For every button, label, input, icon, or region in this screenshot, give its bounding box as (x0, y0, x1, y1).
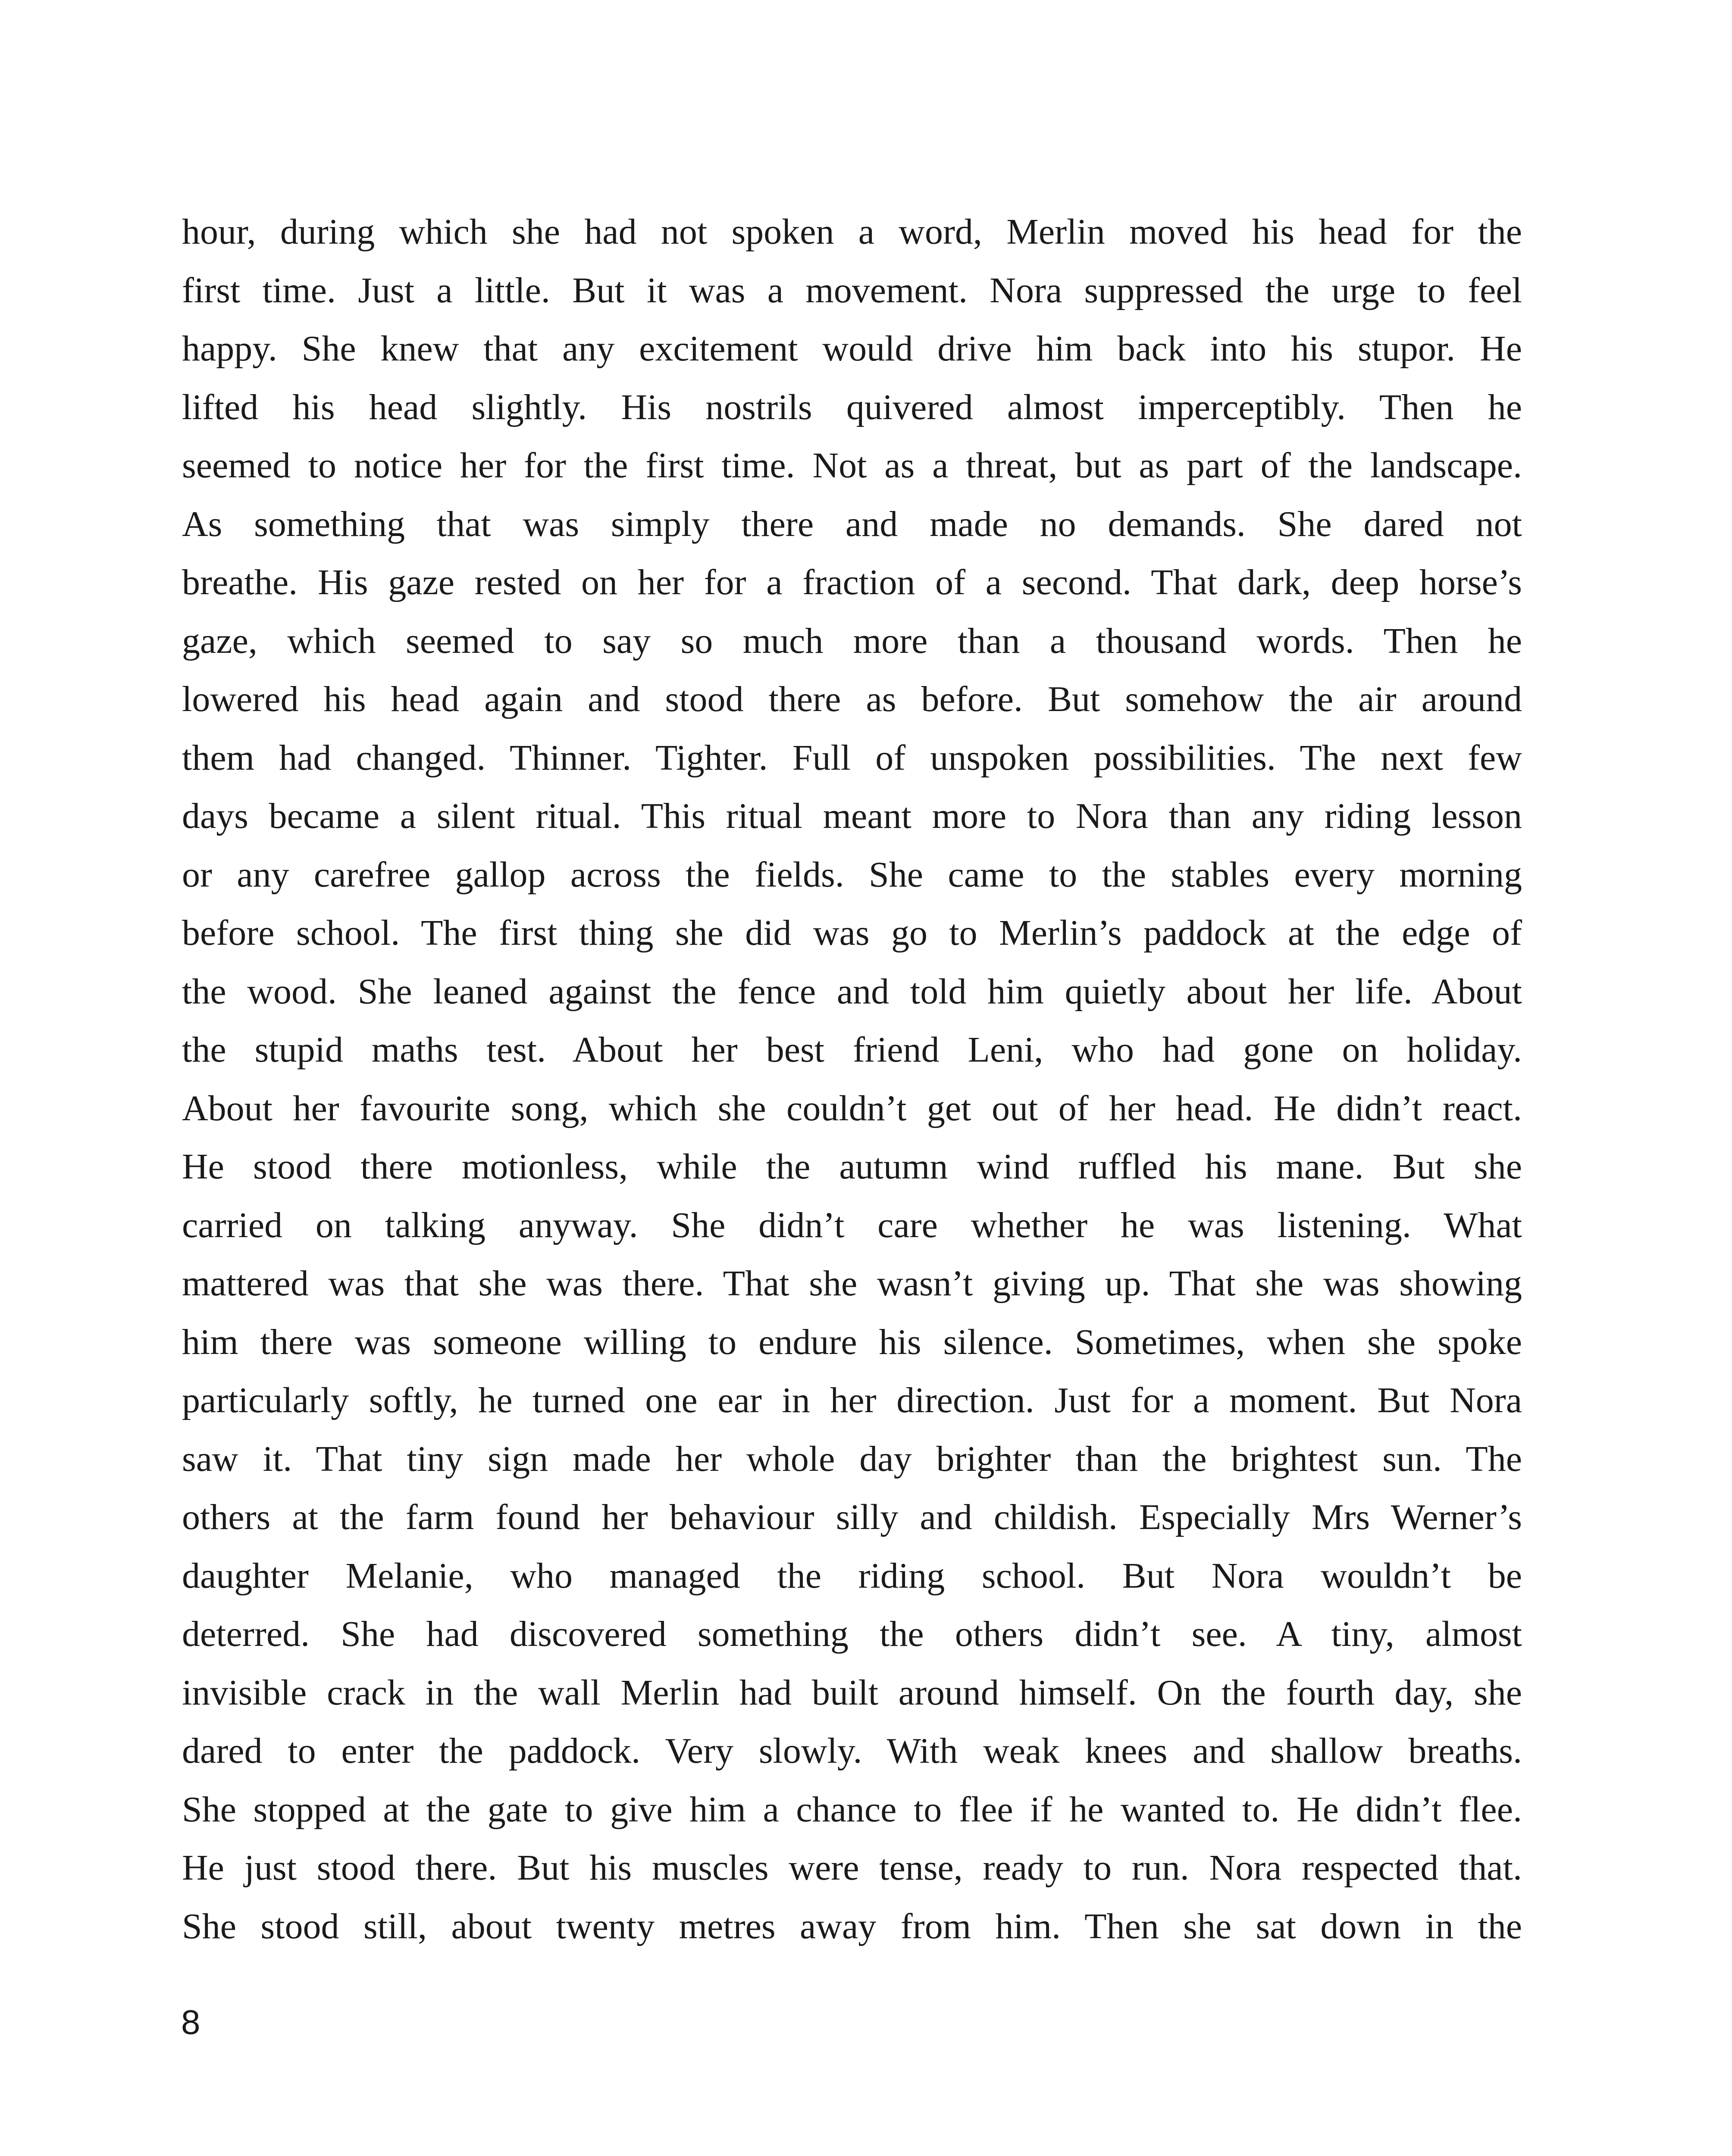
text-line: saw it. That tiny sign made her whole day brighter than the brightest sun. The (182, 1438, 1522, 1479)
text-line: About her favourite song, which she couldn’t get out of her head. He didn’t react. (182, 1088, 1522, 1128)
text-line: deterred. She had discovered something the others didn’t see. A tiny, almost (182, 1614, 1522, 1654)
text-line: others at the farm found her behaviour silly and childish. Especially Mrs Werner’s (182, 1497, 1522, 1537)
text-line: She stood still, about twenty metres away from him. Then she sat down in the (182, 1906, 1522, 1946)
text-line: or any carefree gallop across the fields. She came to the stables every morning (182, 854, 1522, 895)
text-line: breathe. His gaze rested on her for a fraction of a second. That dark, deep horse’s (182, 562, 1522, 602)
text-line: invisible crack in the wall Merlin had built around himself. On the fourth day, she (182, 1672, 1522, 1713)
text-line: carried on talking anyway. She didn’t care whether he was listening. What (182, 1205, 1522, 1245)
text-line: She stopped at the gate to give him a chance to flee if he wanted to. He didn’t flee. (182, 1789, 1522, 1830)
text-line: happy. She knew that any excitement would drive him back into his stupor. He (182, 329, 1522, 369)
text-line: seemed to notice her for the first time. Not as a threat, but as part of the landscape. (182, 445, 1522, 486)
text-line: first time. Just a little. But it was a movement. Nora suppressed the urge to feel (182, 270, 1522, 310)
text-line: As something that was simply there and made no demands. She dared not (182, 504, 1522, 544)
text-line: He just stood there. But his muscles were tense, ready to run. Nora respected that. (182, 1848, 1522, 1888)
text-line: before school. The first thing she did was go to Merlin’s paddock at the edge of (182, 913, 1522, 953)
text-line: lifted his head slightly. His nostrils quivered almost imperceptibly. Then he (182, 387, 1522, 427)
text-line: the stupid maths test. About her best friend Leni, who had gone on holiday. (182, 1030, 1522, 1070)
body-paragraph (182, 203, 1522, 1955)
text-line: He stood there motionless, while the autumn wind ruffled his mane. But she (182, 1147, 1522, 1187)
text-line: him there was someone willing to endure his silence. Sometimes, when she spoke (182, 1322, 1522, 1362)
text-line: them had changed. Thinner. Tighter. Full of unspoken possibilities. The next few (182, 737, 1522, 778)
text-line: dared to enter the paddock. Very slowly. With weak knees and shallow breaths. (182, 1731, 1522, 1771)
text-line: the wood. She leaned against the fence and told him quietly about her life. About (182, 971, 1522, 1012)
text-line: daughter Melanie, who managed the riding school. But Nora wouldn’t be (182, 1555, 1522, 1596)
page-number: 8 (181, 2003, 200, 2041)
text-line: gaze, which seemed to say so much more than a thousand words. Then he (182, 620, 1522, 661)
text-line: lowered his head again and stood there as before. But somehow the air around (182, 679, 1522, 719)
text-line: hour, during which she had not spoken a word, Merlin moved his head for the (182, 212, 1522, 252)
text-line: days became a silent ritual. This ritual meant more to Nora than any riding lesson (182, 796, 1522, 836)
text-line: mattered was that she was there. That she wasn’t giving up. That she was showing (182, 1263, 1522, 1304)
text-line: particularly softly, he turned one ear in her direction. Just for a moment. But Nora (182, 1380, 1522, 1420)
